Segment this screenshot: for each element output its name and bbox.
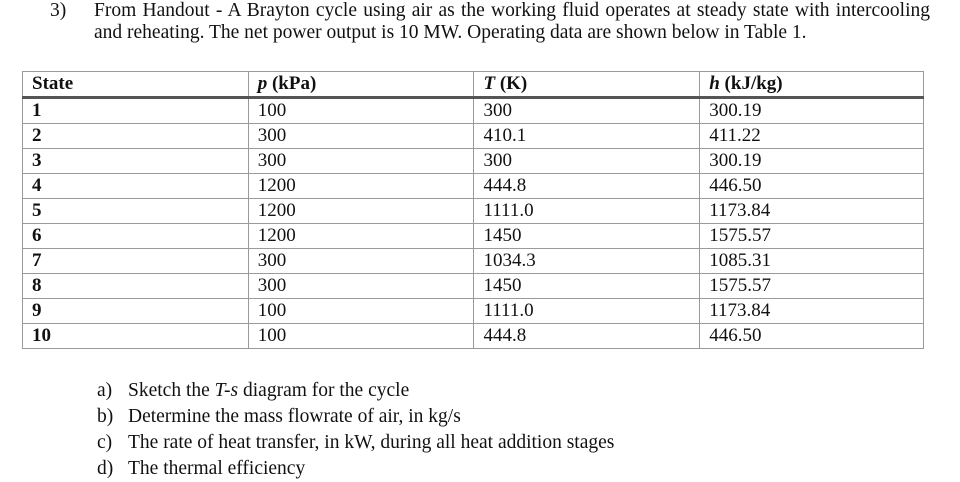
temperature-cell: 1111.0: [474, 299, 700, 324]
question-label: a): [97, 380, 113, 401]
table-row: [23, 324, 924, 349]
table-header-row: [23, 72, 924, 98]
table-row: [23, 199, 924, 224]
header-pressure-symbol: p: [257, 73, 268, 94]
pressure-cell: 100: [248, 98, 474, 124]
problem-text: From Handout - A Brayton cycle using air as the working fluid operates at steady state with intercooling and reheating. The net power output is 10 MW. Operating data are shown below in Table 1.: [94, 0, 930, 43]
pressure-cell: 100: [248, 299, 474, 324]
state-cell: 7: [23, 249, 249, 274]
enthalpy-cell: 446.50: [700, 324, 924, 349]
state-cell: 6: [23, 224, 249, 249]
problem-number: 3): [50, 0, 67, 21]
temperature-cell: 410.1: [474, 124, 700, 149]
enthalpy-cell: 411.22: [700, 124, 924, 149]
header-state: State: [23, 72, 249, 98]
question-list: [97, 378, 614, 482]
question-label: b): [97, 406, 114, 427]
header-enthalpy: [700, 72, 924, 98]
enthalpy-cell: 1575.57: [700, 224, 924, 249]
state-cell: 5: [23, 199, 249, 224]
enthalpy-cell: 300.19: [700, 149, 924, 174]
state-cell: 10: [23, 324, 249, 349]
state-cell: 1: [23, 98, 249, 124]
header-pressure-unit: (kPa): [267, 73, 317, 94]
state-cell: 9: [23, 299, 249, 324]
question-label: d): [97, 458, 114, 479]
question-italic-term: T-s: [214, 380, 239, 401]
pressure-cell: 300: [248, 149, 474, 174]
pressure-cell: 100: [248, 324, 474, 349]
table-row: [23, 98, 924, 124]
state-cell: 8: [23, 274, 249, 299]
header-temperature: [474, 72, 700, 98]
pressure-cell: 1200: [248, 199, 474, 224]
enthalpy-cell: 1085.31: [700, 249, 924, 274]
temperature-cell: 444.8: [474, 174, 700, 199]
question-text-tail: diagram for the cycle: [238, 380, 410, 401]
question-text: Sketch the: [128, 380, 215, 401]
enthalpy-cell: 446.50: [700, 174, 924, 199]
enthalpy-cell: 1575.57: [700, 274, 924, 299]
pressure-cell: 1200: [248, 174, 474, 199]
question-text: The thermal efficiency: [128, 458, 306, 479]
question-text: The rate of heat transfer, in kW, during all heat addition stages: [128, 432, 615, 453]
table-row: [23, 124, 924, 149]
operating-data-table: [22, 71, 924, 349]
question-item: [97, 456, 614, 482]
temperature-cell: 1111.0: [474, 199, 700, 224]
table-body: [23, 98, 924, 349]
header-enthalpy-unit: (kJ/kg): [719, 73, 783, 94]
state-cell: 4: [23, 174, 249, 199]
header-pressure: [248, 72, 474, 98]
question-item: [97, 404, 614, 430]
header-temperature-symbol: T: [483, 73, 496, 94]
question-label: c): [97, 432, 113, 453]
header-temperature-unit: (K): [495, 73, 528, 94]
header-enthalpy-symbol: h: [709, 73, 720, 94]
pressure-cell: 300: [248, 249, 474, 274]
state-cell: 3: [23, 149, 249, 174]
state-cell: 2: [23, 124, 249, 149]
temperature-cell: 1450: [474, 274, 700, 299]
table-row: [23, 249, 924, 274]
temperature-cell: 1034.3: [474, 249, 700, 274]
temperature-cell: 444.8: [474, 324, 700, 349]
enthalpy-cell: 1173.84: [700, 199, 924, 224]
enthalpy-cell: 1173.84: [700, 299, 924, 324]
table-row: [23, 224, 924, 249]
table-row: [23, 299, 924, 324]
pressure-cell: 300: [248, 274, 474, 299]
question-text: Determine the mass flowrate of air, in kg/s: [128, 406, 461, 427]
table-row: [23, 149, 924, 174]
pressure-cell: 300: [248, 124, 474, 149]
question-item: [97, 378, 614, 404]
problem-statement: [50, 0, 930, 44]
table-row: [23, 174, 924, 199]
table-row: [23, 274, 924, 299]
pressure-cell: 1200: [248, 224, 474, 249]
question-item: [97, 430, 614, 456]
temperature-cell: 300: [474, 98, 700, 124]
temperature-cell: 1450: [474, 224, 700, 249]
enthalpy-cell: 300.19: [700, 98, 924, 124]
temperature-cell: 300: [474, 149, 700, 174]
